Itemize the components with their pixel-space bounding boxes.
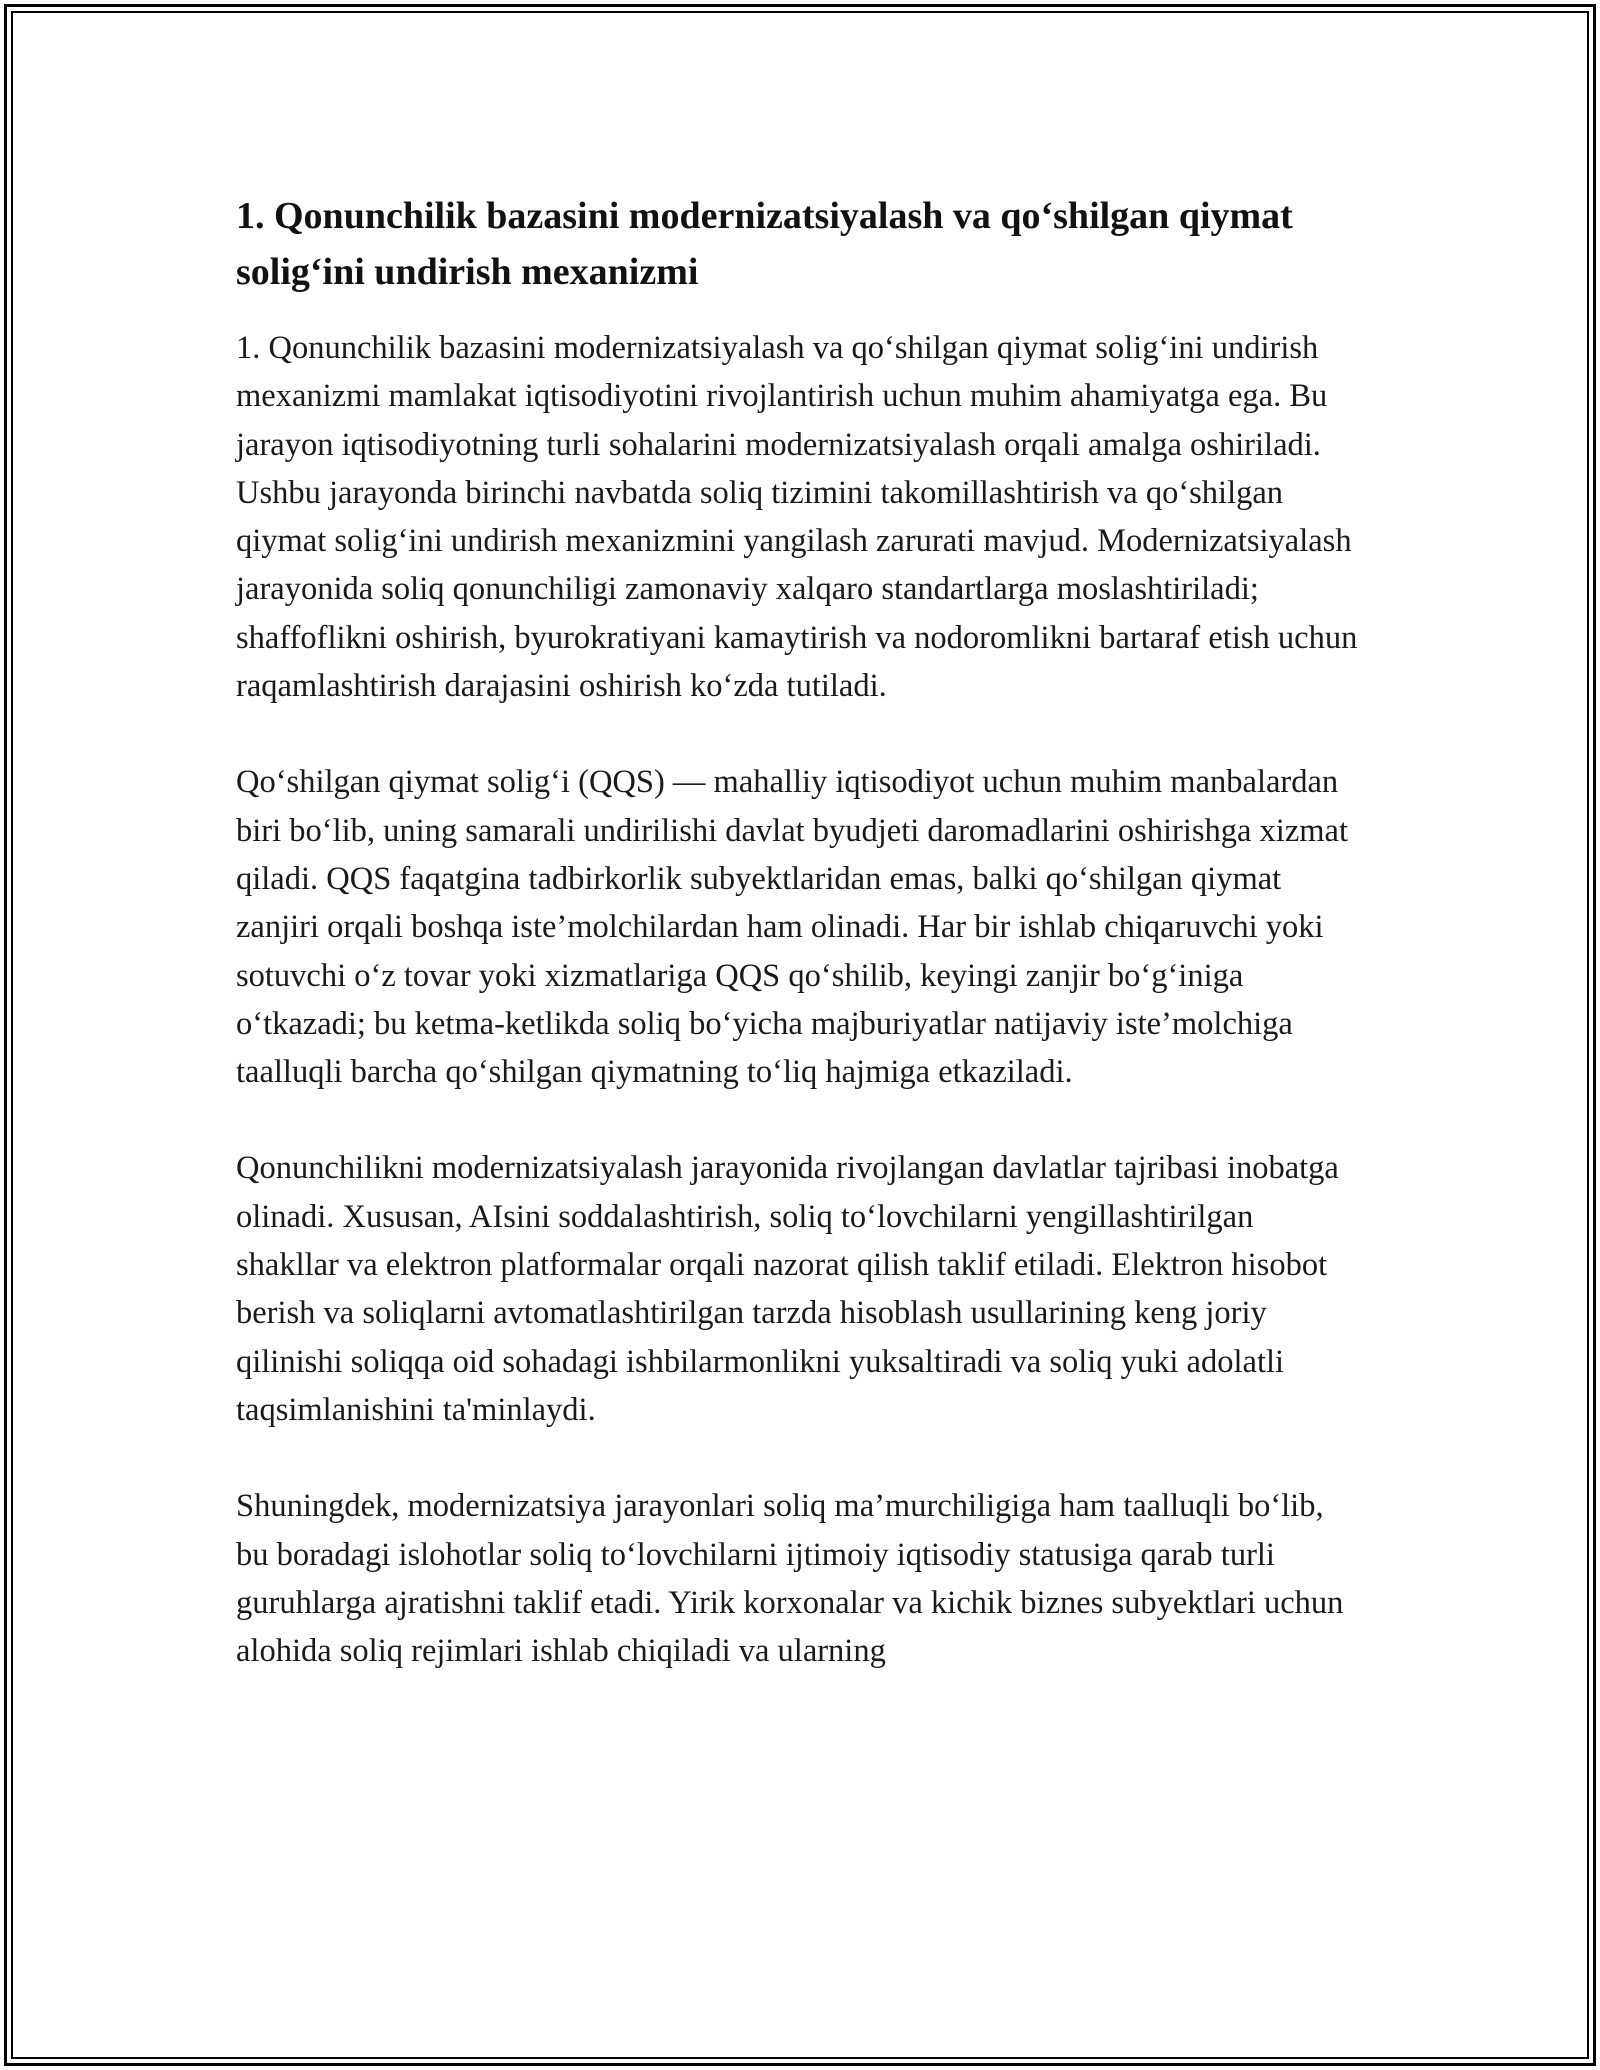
paragraph-1: 1. Qonunchilik bazasini modernizatsiyalash va qo‘shilgan qiymat solig‘ini undirish mexanizmi mamlakat iqtisodiyotini rivojlantirish uchun muhim ahamiyatga ega. Bu jarayon iqtisodiyotning turli sohalarini modernizatsiyalash orqali amalga oshiriladi. Ushbu jarayonda birinchi navbatda soliq tizimini takomillashtirish va qo‘shilgan qiymat solig‘ini undirish mexanizmini yangilash zarurati mavjud. Modernizatsiyalash jarayonida soliq qonunchiligi zamonaviy xalqaro standartlarga moslashtiriladi; shaffoflikni oshirish, byurokratiyani kamaytirish va nodoromlikni bartaraf etish uchun raqamlashtirish darajasini oshirish ko‘zda tutiladi. [236, 330, 1358, 705]
document-body [236, 188, 1364, 1723]
section-heading: 1. Qonunchilik bazasini modernizatsiyalash va qo‘shilgan qiymat solig‘ini undirish mexanizmi [236, 195, 1293, 293]
paragraph-3: Qonunchilikni modernizatsiyalash jarayonida rivojlangan davlatlar tajribasi inobatga olinadi. Xususan, AIsini soddalashtirish, soliq to‘lovchilarni yengillashtirilgan shakllar va elektron platformalar orqali nazorat qilish taklif etiladi. Elektron hisobot berish va soliqlarni avtomatlashtirilgan tarzda hisoblash usullarining keng joriy qilinishi soliqqa oid sohadagi ishbilarmonlikni yuksaltiradi va soliq yuki adolatli taqsimlanishini ta'minlaydi. [236, 1150, 1339, 1428]
paragraph-4: Shuningdek, modernizatsiya jarayonlari soliq ma’murchiligiga ham taalluqli bo‘lib, bu boradagi islohotlar soliq to‘lovchilarni ijtimoiy iqtisodiy statusiga qarab turli guruhlarga ajratishni taklif etadi. Yirik korxonalar va kichik biznes subyektlari uchun alohida soliq rejimlari ishlab chiqiladi va ularning [236, 1488, 1344, 1670]
paragraph-2: Qo‘shilgan qiymat solig‘i (QQS) — mahalliy iqtisodiyot uchun muhim manbalardan biri bo‘lib, uning samarali undirilishi davlat byudjeti daromadlarini oshirishga xizmat qiladi. QQS faqatgina tadbirkorlik subyektlaridan emas, balki qo‘shilgan qiymat zanjiri orqali boshqa iste’molchilardan ham olinadi. Har bir ishlab chiqaruvchi yoki sotuvchi o‘z tovar yoki xizmatlariga QQS qo‘shilib, keyingi zanjir bo‘g‘iniga o‘tkazadi; bu ketma-ketlikda soliq bo‘yicha majburiyatlar natijaviy iste’molchiga taalluqli barcha qo‘shilgan qiymatning to‘liq hajmiga etkaziladi. [236, 764, 1348, 1091]
